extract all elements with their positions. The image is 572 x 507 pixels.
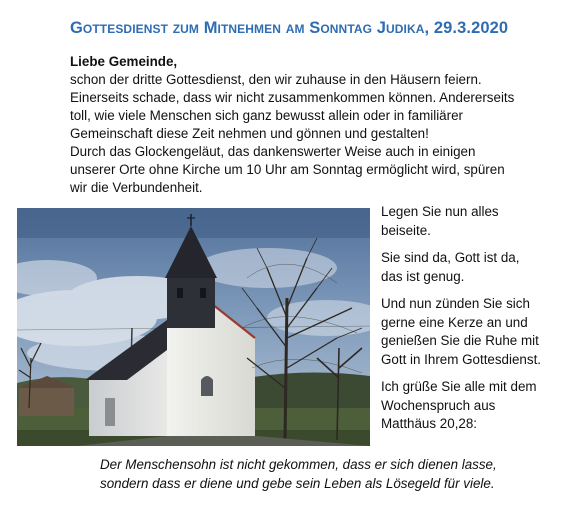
- bible-verse: [100, 455, 560, 493]
- side-line: Ich grüße Sie alle mit dem: [381, 379, 537, 394]
- church-photo: [17, 208, 370, 446]
- side-paragraph: [381, 295, 566, 369]
- side-line: Sie sind da, Gott ist da,: [381, 250, 520, 265]
- intro-line: toll, wie viele Menschen sich ganz bewusst allein oder in familiärer: [70, 108, 463, 123]
- intro-line: wir die Verbundenheit.: [70, 180, 203, 195]
- side-line: Legen Sie nun alles: [381, 204, 499, 219]
- side-paragraph: [381, 249, 566, 286]
- side-line: Wochenspruch aus: [381, 397, 496, 413]
- verse-line: sondern dass er diene und gebe sein Leben als Lösegeld für viele.: [100, 476, 495, 491]
- intro-line: unserer Orte ohne Kirche um 10 Uhr am Sonntag ermöglicht wird, spüren: [70, 162, 505, 177]
- verse-line: Der Menschensohn ist nicht gekommen, dass er sich dienen lasse,: [100, 457, 497, 472]
- side-line: Gott in Ihrem Gottesdienst.: [381, 351, 542, 367]
- side-text: [381, 203, 566, 443]
- side-line: Matthäus 20,28:: [381, 416, 478, 431]
- intro-line: schon der dritte Gottesdienst, den wir zuhause in den Häusern feiern.: [70, 72, 482, 87]
- side-line: das ist genug.: [381, 268, 465, 284]
- side-line: genießen Sie die Ruhe mit: [381, 333, 539, 348]
- intro-line: Einerseits schade, dass wir nicht zusammenkommen können. Andererseits: [70, 90, 515, 105]
- intro-line: Durch das Glockengeläut, das dankenswerter Weise auch in einigen: [70, 144, 476, 159]
- page-title: Gottesdienst zum Mitnehmen am Sonntag Judika, 29.3.2020: [70, 19, 509, 37]
- side-paragraph: [381, 203, 566, 240]
- side-line: beiseite.: [381, 222, 431, 238]
- side-line: Und nun zünden Sie sich: [381, 296, 530, 311]
- greeting: Liebe Gemeinde,: [70, 54, 178, 69]
- side-paragraph: [381, 378, 566, 434]
- intro-line: Gemeinschaft diese Zeit nehmen und gönnen und gestalten!: [70, 126, 429, 141]
- side-line: gerne eine Kerze an und: [381, 314, 528, 330]
- intro-text: [70, 53, 550, 197]
